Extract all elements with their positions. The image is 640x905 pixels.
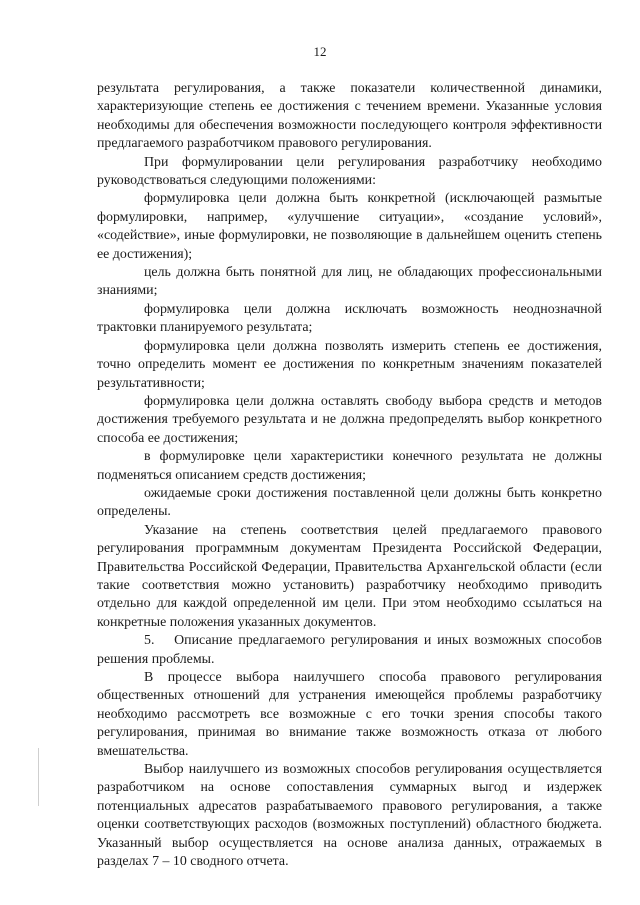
paragraph: Указание на степень соответствия целей предлагаемого правового регулирования программным документам Президента Российской Федерации, Правительства Российской Федерации, Правительства Архангельской области (если такие соответствия можно установить) разработчику необходимо приводить отдельно для каждой определенной им цели. При этом необходимо ссылаться на конкретные положения указанных документов.	[97, 522, 602, 630]
paragraph: Выбор наилучшего из возможных способов регулирования осуществляется разработчиком на основе сопоставления суммарных выгод и издержек потенциальных адресатов разрабатываемого правового регулирования, а также оценки соответствующих расходов (возможных поступлений) областного бюджета. Указанный выбор осуществляется на основе анализа данных, отражаемых в разделах 7 – 10 сводного отчета.	[97, 762, 602, 870]
body-text	[97, 80, 602, 871]
paragraph: формулировка цели должна быть конкретной (исключающей размытые формулировки, например, «улучшение ситуации», «создание условий», «содействие», иные формулировки, не позволяющие в дальнейшем оценить степень ее достижения);	[97, 191, 602, 262]
margin-scan-mark	[38, 748, 39, 806]
paragraph: ожидаемые сроки достижения поставленной цели должны быть конкретно определены.	[97, 485, 602, 520]
paragraph: формулировка цели должна оставлять свободу выбора средств и методов достижения требуемого результата и не должна предопределять выбор конкретного способа ее достижения;	[97, 393, 602, 446]
paragraph: При формулировании цели регулирования разработчику необходимо руководствоваться следующими положениями:	[97, 154, 602, 189]
paragraph: результата регулирования, а также показатели количественной динамики, характеризующие степень ее достижения с течением времени. Указанные условия необходимы для обеспечения возможности последующего контроля эффективности предлагаемого разработчиком правового регулирования.	[97, 81, 602, 152]
section-heading: 5. Описание предлагаемого регулирования и иных возможных способов решения проблемы.	[97, 633, 602, 667]
paragraph: формулировка цели должна позволять измерить степень ее достижения, точно определить момент ее достижения по конкретным значениям показателей результативности;	[97, 338, 602, 391]
paragraph: в формулировке цели характеристики конечного результата не должны подменяться описанием средств достижения;	[97, 449, 602, 483]
paragraph: цель должна быть понятной для лиц, не обладающих профессиональными знаниями;	[97, 265, 602, 299]
paragraph: В процессе выбора наилучшего способа правового регулирования общественных отношений для устранения имеющейся проблемы разработчику необходимо рассмотреть все возможные с его точки зрения способы такого регулирования, принимая во внимание также возможность отказа от любого вмешательства.	[97, 670, 602, 759]
page-number: 12	[313, 44, 327, 59]
paragraph: формулировка цели должна исключать возможность неоднозначной трактовки планируемого результата;	[97, 301, 602, 336]
